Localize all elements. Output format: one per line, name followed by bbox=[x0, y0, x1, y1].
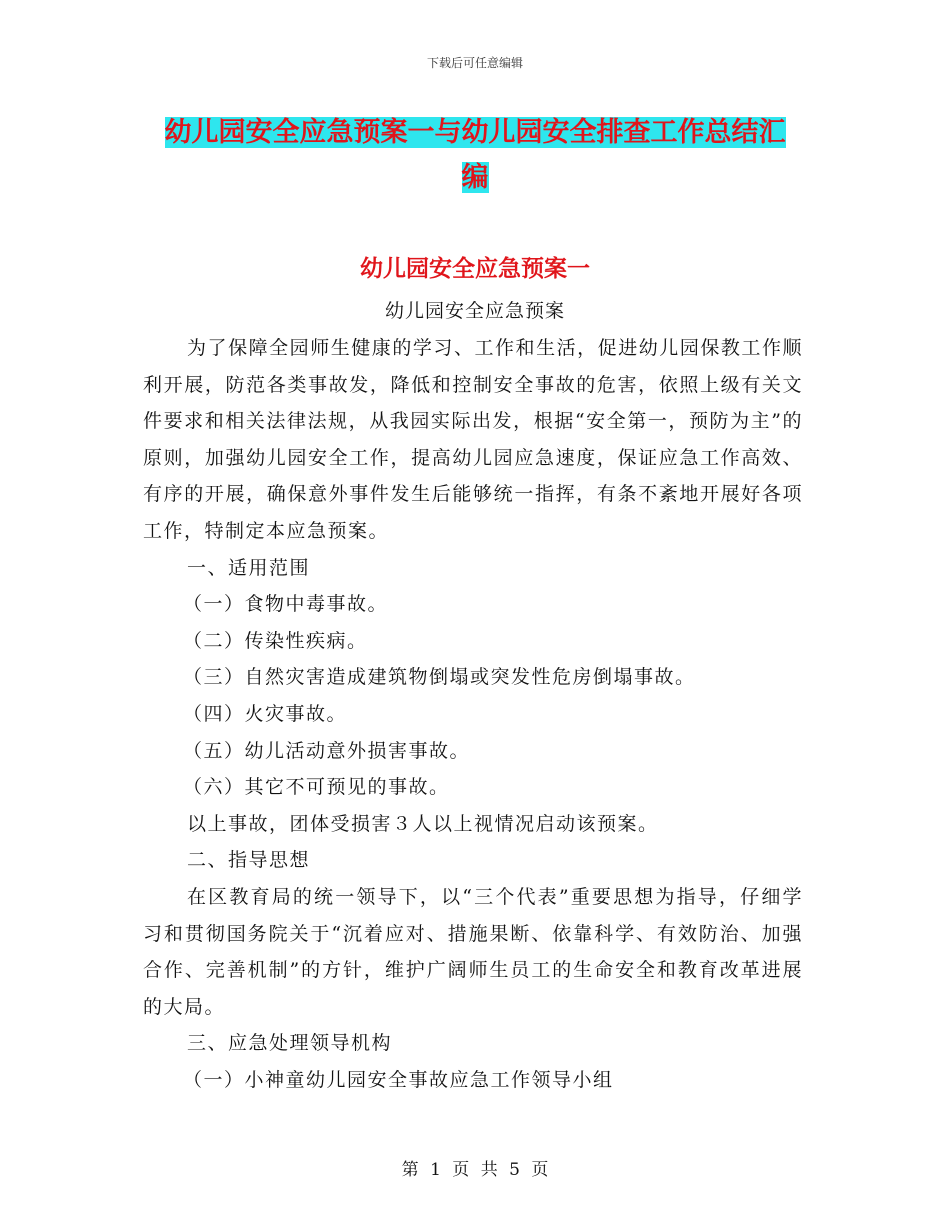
section-title: 幼儿园安全应急预案一 bbox=[360, 256, 590, 282]
list-item: （四）火灾事故。 bbox=[183, 702, 348, 725]
intro-paragraph: 为了保障全园师生健康的学习、工作和生活，促进幼儿园保教工作顺利开展，防范各类事故发，降低和控制安全事故的危害，依照上级有关文件要求和相关法律法规，从我园实际出发，根据“安全第一，预防为主”的原则，加强幼儿园安全工作，提高幼儿园应急速度，保证应急工作高效、有序的开展，确保意外事件发生后能够统一指挥，有条不紊地开展好各项工作，特制定本应急预案。 bbox=[143, 337, 803, 542]
heading-leadership: 三、应急处理领导机构 bbox=[187, 1032, 393, 1055]
guideline-paragraph: 在区教育局的统一领导下，以“三个代表”重要思想为指导，仔细学习和贯彻国务院关于“沉着应对、措施果断、依靠科学、有效防治、加强合作、完善机制”的方针，维护广阔师生员工的生命安全和教育改革进展的大局。 bbox=[143, 885, 803, 1018]
subtitle: 幼儿园安全应急预案 bbox=[384, 300, 565, 322]
list-item: （一）小神童幼儿园安全事故应急工作领导小组 bbox=[183, 1068, 614, 1091]
page-footer: 第 1 页 共 5 页 bbox=[401, 1160, 549, 1180]
heading-guideline: 二、指导思想 bbox=[187, 849, 311, 872]
list-item: （五）幼儿活动意外损害事故。 bbox=[183, 739, 471, 762]
list-item: （六）其它不可预见的事故。 bbox=[183, 776, 450, 799]
list-item: （二）传染性疾病。 bbox=[183, 629, 368, 652]
list-item: （三）自然灾害造成建筑物倒塌或突发性危房倒塌事故。 bbox=[183, 666, 696, 689]
heading-scope: 一、适用范围 bbox=[187, 556, 311, 579]
document-body bbox=[143, 330, 803, 1098]
document-title bbox=[140, 110, 810, 200]
document-title-line1: 幼儿园安全应急预案一与幼儿园安全排查工作总结汇 bbox=[164, 117, 786, 148]
document-title-line2: 编 bbox=[461, 162, 489, 193]
header-note: 下载后可任意编辑 bbox=[426, 56, 523, 70]
list-item: （一）食物中毒事故。 bbox=[183, 593, 389, 616]
note-paragraph: 以上事故，团体受损害３人以上视情况启动该预案。 bbox=[187, 812, 659, 835]
